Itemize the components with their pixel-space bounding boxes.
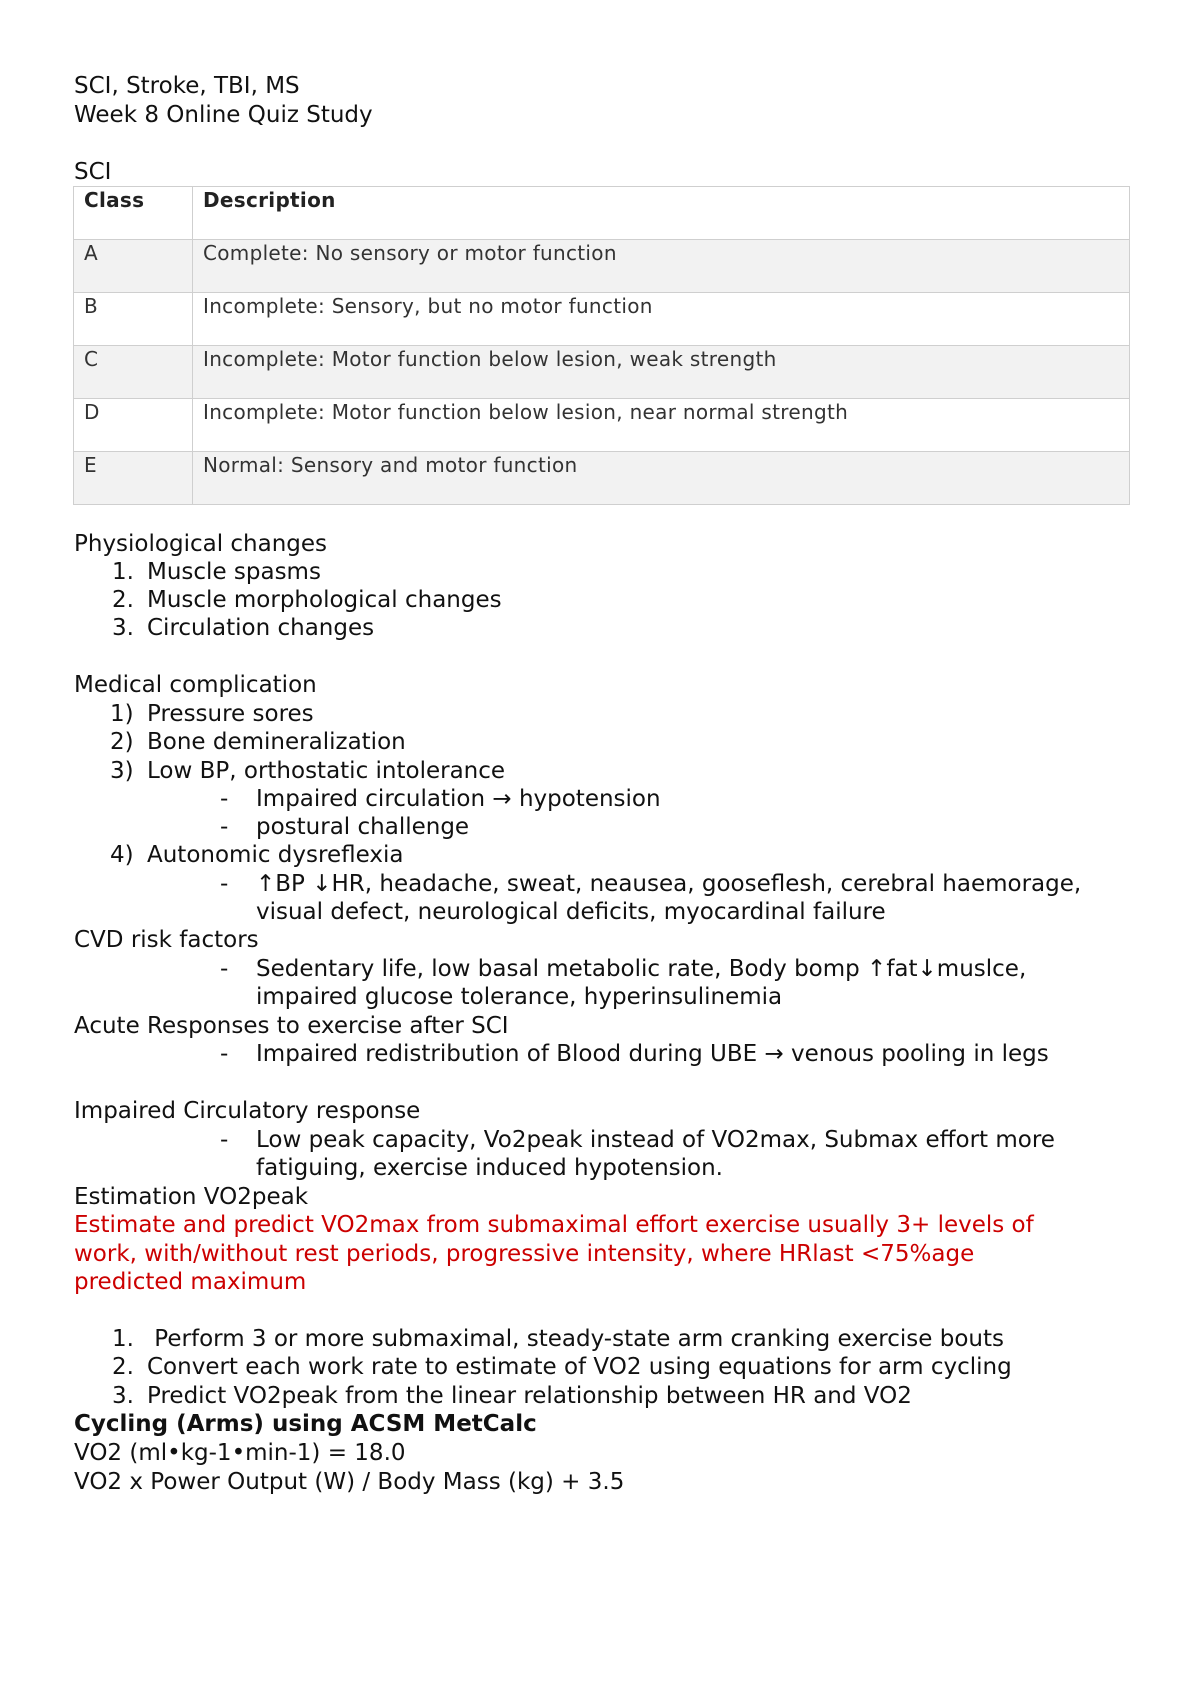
list-number: 2. bbox=[112, 1354, 134, 1380]
table-cell-class: D bbox=[74, 399, 193, 452]
circulatory-heading: Impaired Circulatory response bbox=[74, 1098, 421, 1124]
list-item: Muscle spasms bbox=[147, 559, 321, 585]
table-cell-description: Incomplete: Sensory, but no motor function bbox=[193, 293, 1130, 346]
list-item: Pressure sores bbox=[147, 701, 314, 727]
list-item: Circulation changes bbox=[147, 615, 375, 641]
arrow-right-icon: → bbox=[492, 786, 512, 812]
bullet-dash: - bbox=[220, 871, 229, 897]
table-header-row bbox=[74, 187, 1130, 240]
list-item: Autonomic dysreflexia bbox=[147, 842, 404, 868]
estimation-note: work, with/without rest periods, progressive intensity, where HRlast <75%age bbox=[74, 1241, 975, 1267]
list-number: 2. bbox=[112, 587, 134, 613]
list-item: Predict VO2peak from the linear relationship between HR and VO2 bbox=[147, 1383, 912, 1409]
table-header-class: Class bbox=[74, 187, 193, 240]
metcalc-formula: VO2 (ml•kg-1•min-1) = 18.0 bbox=[74, 1440, 406, 1466]
bullet-dash: - bbox=[220, 786, 229, 812]
list-item: Convert each work rate to estimate of VO2 using equations for arm cycling bbox=[147, 1354, 1012, 1380]
list-number: 3) bbox=[110, 758, 134, 784]
list-subitem: postural challenge bbox=[256, 814, 470, 840]
doc-title: SCI, Stroke, TBI, MS bbox=[74, 73, 300, 99]
table-row bbox=[74, 452, 1130, 505]
sci-heading: SCI bbox=[74, 159, 112, 185]
estimation-heading: Estimation VO2peak bbox=[74, 1184, 309, 1210]
list-number: 4) bbox=[110, 842, 134, 868]
table-cell-description: Normal: Sensory and motor function bbox=[193, 452, 1130, 505]
table-cell-class: A bbox=[74, 240, 193, 293]
list-item: Muscle morphological changes bbox=[147, 587, 502, 613]
list-subitem: ↑BP ↓HR, headache, sweat, neausea, gooseflesh, cerebral haemorage, bbox=[256, 871, 1082, 897]
table-row bbox=[74, 346, 1130, 399]
doc-subtitle: Week 8 Online Quiz Study bbox=[74, 102, 373, 128]
sci-classification-table bbox=[73, 186, 1130, 505]
bullet-dash: - bbox=[220, 956, 229, 982]
bullet-dash: - bbox=[220, 814, 229, 840]
arrow-right-icon: → bbox=[764, 1041, 784, 1067]
metcalc-formula: VO2 x Power Output (W) / Body Mass (kg) + 3.5 bbox=[74, 1469, 625, 1495]
table-cell-description: Complete: No sensory or motor function bbox=[193, 240, 1130, 293]
list-number: 1. bbox=[112, 1326, 134, 1352]
acute-heading: Acute Responses to exercise after SCI bbox=[74, 1013, 509, 1039]
list-item: Low BP, orthostatic intolerance bbox=[147, 758, 506, 784]
list-subitem: Impaired circulation → hypotension bbox=[256, 786, 661, 812]
physiological-heading: Physiological changes bbox=[74, 531, 328, 557]
list-number: 1. bbox=[112, 559, 134, 585]
table-header-description: Description bbox=[193, 187, 1130, 240]
list-number: 1) bbox=[110, 701, 134, 727]
table-cell-class: C bbox=[74, 346, 193, 399]
table-row bbox=[74, 293, 1130, 346]
list-number: 2) bbox=[110, 729, 134, 755]
list-subitem: Low peak capacity, Vo2peak instead of VO2max, Submax effort more bbox=[256, 1127, 1055, 1153]
bullet-dash: - bbox=[220, 1127, 229, 1153]
table-cell-class: E bbox=[74, 452, 193, 505]
cvd-heading: CVD risk factors bbox=[74, 927, 259, 953]
medical-heading: Medical complication bbox=[74, 672, 317, 698]
list-subitem: Impaired redistribution of Blood during UBE → venous pooling in legs bbox=[256, 1041, 1049, 1067]
list-number: 3. bbox=[112, 615, 134, 641]
table-row bbox=[74, 240, 1130, 293]
list-subitem-continued: visual defect, neurological deficits, myocardinal failure bbox=[256, 899, 886, 925]
table-cell-class: B bbox=[74, 293, 193, 346]
list-item: Bone demineralization bbox=[147, 729, 406, 755]
list-subitem-continued: impaired glucose tolerance, hyperinsulinemia bbox=[256, 984, 783, 1010]
bullet-dash: - bbox=[220, 1041, 229, 1067]
list-subitem: Sedentary life, low basal metabolic rate, Body bomp ↑fat↓muslce, bbox=[256, 956, 1027, 982]
list-subitem-continued: fatiguing, exercise induced hypotension. bbox=[256, 1155, 723, 1181]
table-row bbox=[74, 399, 1130, 452]
list-number: 3. bbox=[112, 1383, 134, 1409]
table-cell-description: Incomplete: Motor function below lesion, near normal strength bbox=[193, 399, 1130, 452]
table-cell-description: Incomplete: Motor function below lesion, weak strength bbox=[193, 346, 1130, 399]
estimation-note: Estimate and predict VO2max from submaximal effort exercise usually 3+ levels of bbox=[74, 1212, 1034, 1238]
estimation-note: predicted maximum bbox=[74, 1269, 307, 1295]
metcalc-heading: Cycling (Arms) using ACSM MetCalc bbox=[74, 1411, 537, 1437]
list-item: Perform 3 or more submaximal, steady-state arm cranking exercise bouts bbox=[147, 1326, 1004, 1352]
